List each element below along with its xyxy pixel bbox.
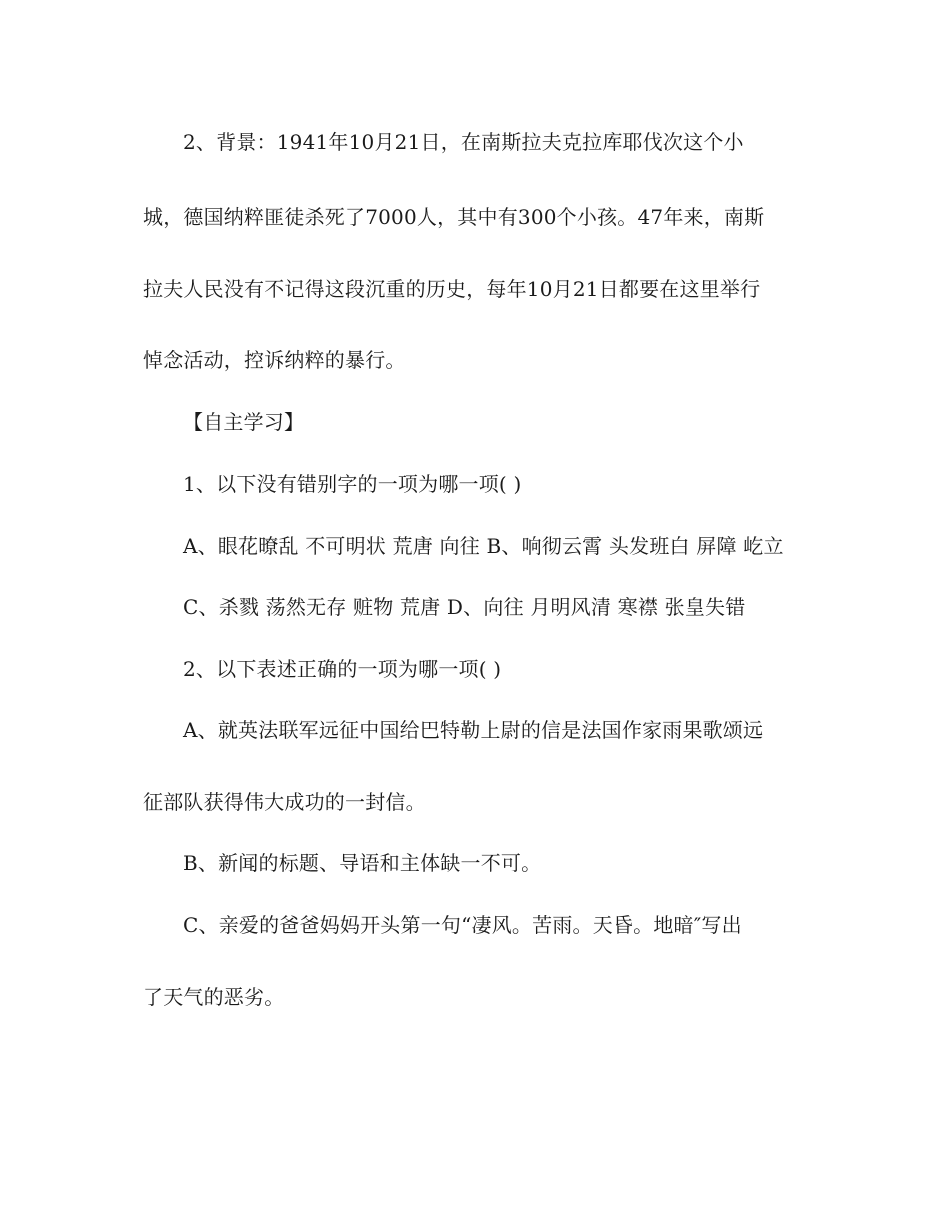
question-2-option-a-line-1: A、就英法联军远征中国给巴特勒上尉的信是法国作家雨果歌颂远 [183,718,764,742]
background-paragraph-line-1: 2、背景：1941年10月21日，在南斯拉夫克拉库耶伐次这个小 [183,130,744,154]
section-heading: 【自主学习】 [183,410,305,434]
question-2-stem: 2、以下表述正确的一项为哪一项( ) [183,657,502,681]
question-1-stem: 1、以下没有错别字的一项为哪一项( ) [183,472,522,496]
background-paragraph-line-4: 悼念活动，控诉纳粹的暴行。 [143,348,406,372]
question-2-option-c-line-2: 了天气的恶劣。 [143,985,285,1009]
question-2-option-c-line-1: C、亲爱的爸爸妈妈开头第一句“凄风。苦雨。天昏。地暗″写出 [183,913,742,937]
background-paragraph-line-2: 城，德国纳粹匪徒杀死了7000人，其中有300个小孩。47年来，南斯 [143,205,765,229]
question-2-option-b: B、新闻的标题、导语和主体缺一不可。 [183,851,542,875]
question-1-options-line-2: C、杀戮 荡然无存 赃物 荒唐 D、向往 月明风清 寒襟 张皇失错 [183,595,746,619]
background-paragraph-line-3: 拉夫人民没有不记得这段沉重的历史，每年10月21日都要在这里举行 [143,277,761,301]
question-1-options-line-1: A、眼花暸乱 不可明状 荒唐 向往 B、响彻云霄 头发班白 屏障 屹立 [183,534,784,558]
question-2-option-a-line-2: 征部队获得伟大成功的一封信。 [143,790,426,814]
